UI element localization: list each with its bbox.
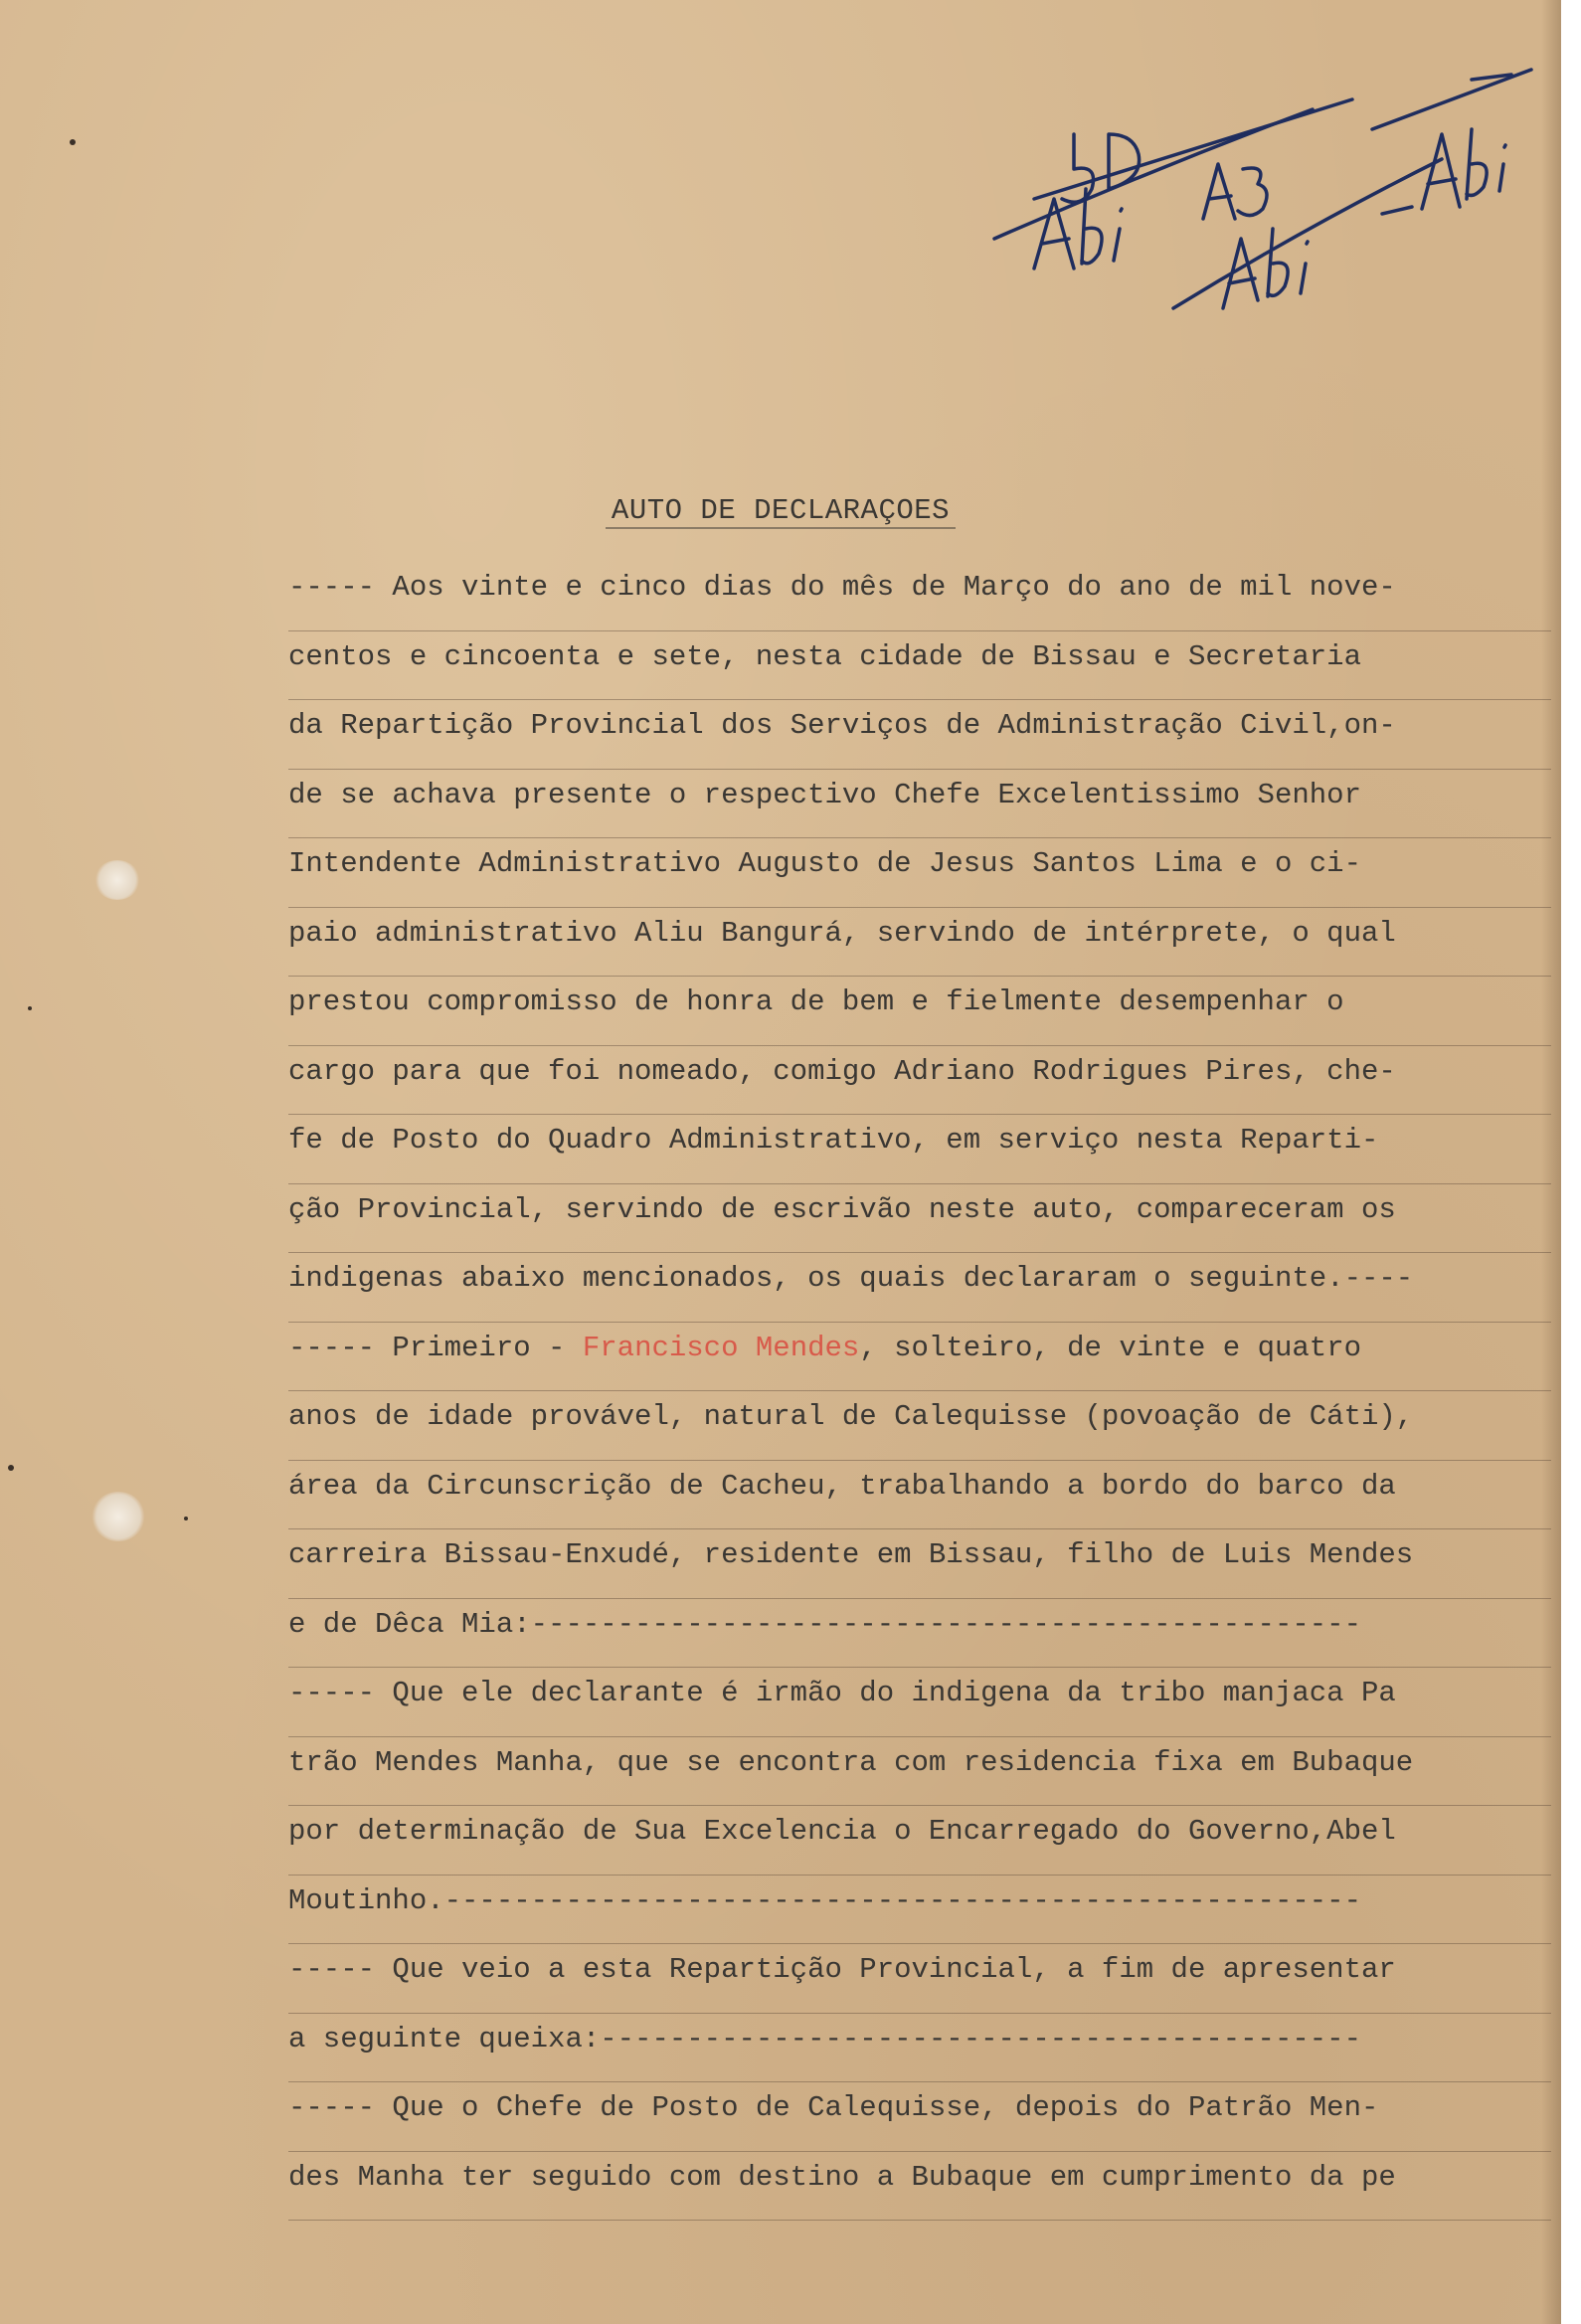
- punch-hole: [94, 860, 140, 900]
- text-line: por determinação de Sua Excelencia o Encarregado do Governo,Abel: [288, 1806, 1551, 1876]
- text-line: fe de Posto do Quadro Administrativo, em serviço nesta Reparti-: [288, 1115, 1551, 1184]
- text-line: ----- Que o Chefe de Posto de Calequisse, depois do Patrão Men-: [288, 2082, 1551, 2152]
- text-line: des Manha ter seguido com destino a Bubaque em cumprimento da pe: [288, 2152, 1551, 2222]
- document-title: [0, 494, 1561, 527]
- ink-speck: [184, 1517, 188, 1520]
- text-line: área da Circunscrição de Cacheu, trabalhando a bordo do barco da: [288, 1461, 1551, 1530]
- typed-text-body: [288, 562, 1551, 2221]
- text-line: anos de idade provável, natural de Calequisse (povoação de Cáti),: [288, 1391, 1551, 1461]
- ink-speck: [28, 1006, 32, 1010]
- text-line: prestou compromisso de honra de bem e fielmente desempenhar o: [288, 977, 1551, 1046]
- text-line: indigenas abaixo mencionados, os quais declararam o seguinte.----: [288, 1253, 1551, 1323]
- text-line: ----- Que veio a esta Repartição Provincial, a fim de apresentar: [288, 1944, 1551, 2014]
- text-line: cargo para que foi nomeado, comigo Adriano Rodrigues Pires, che-: [288, 1046, 1551, 1116]
- text-line: de se achava presente o respectivo Chefe Excelentissimo Senhor: [288, 770, 1551, 839]
- text-line: a seguinte queixa:--------------------------------------------: [288, 2014, 1551, 2083]
- line-prefix: ----- Primeiro -: [288, 1331, 583, 1364]
- declarant-name: Francisco Mendes: [582, 1331, 860, 1364]
- text-line: Moutinho.-----------------------------------------------------: [288, 1876, 1551, 1945]
- text-line: Intendente Administrativo Augusto de Jesus Santos Lima e o ci-: [288, 838, 1551, 908]
- text-line: ção Provincial, servindo de escrivão neste auto, compareceram os: [288, 1184, 1551, 1254]
- punch-hole: [91, 1492, 145, 1541]
- text-line: centos e cincoenta e sete, nesta cidade de Bissau e Secretaria: [288, 631, 1551, 701]
- text-line: trão Mendes Manha, que se encontra com residencia fixa em Bubaque: [288, 1737, 1551, 1807]
- text-line: e de Dêca Mia:------------------------------------------------: [288, 1599, 1551, 1669]
- text-line: ----- Que ele declarante é irmão do indigena da tribo manjaca Pa: [288, 1668, 1551, 1737]
- text-line: paio administrativo Aliu Bangurá, servindo de intérprete, o qual: [288, 908, 1551, 978]
- line-suffix: , solteiro, de vinte e quatro: [859, 1331, 1361, 1364]
- text-line: da Repartição Provincial dos Serviços de Administração Civil,on-: [288, 700, 1551, 770]
- document-title-text: AUTO DE DECLARAÇOES: [606, 494, 956, 529]
- ink-speck: [70, 139, 76, 145]
- ink-speck: [8, 1465, 14, 1471]
- text-line: ----- Aos vinte e cinco dias do mês de Março do ano de mil nove-: [288, 562, 1551, 631]
- handwritten-signatures: [974, 40, 1551, 338]
- text-line: carreira Bissau-Enxudé, residente em Bissau, filho de Luis Mendes: [288, 1529, 1551, 1599]
- text-line-with-name: [288, 1323, 1551, 1392]
